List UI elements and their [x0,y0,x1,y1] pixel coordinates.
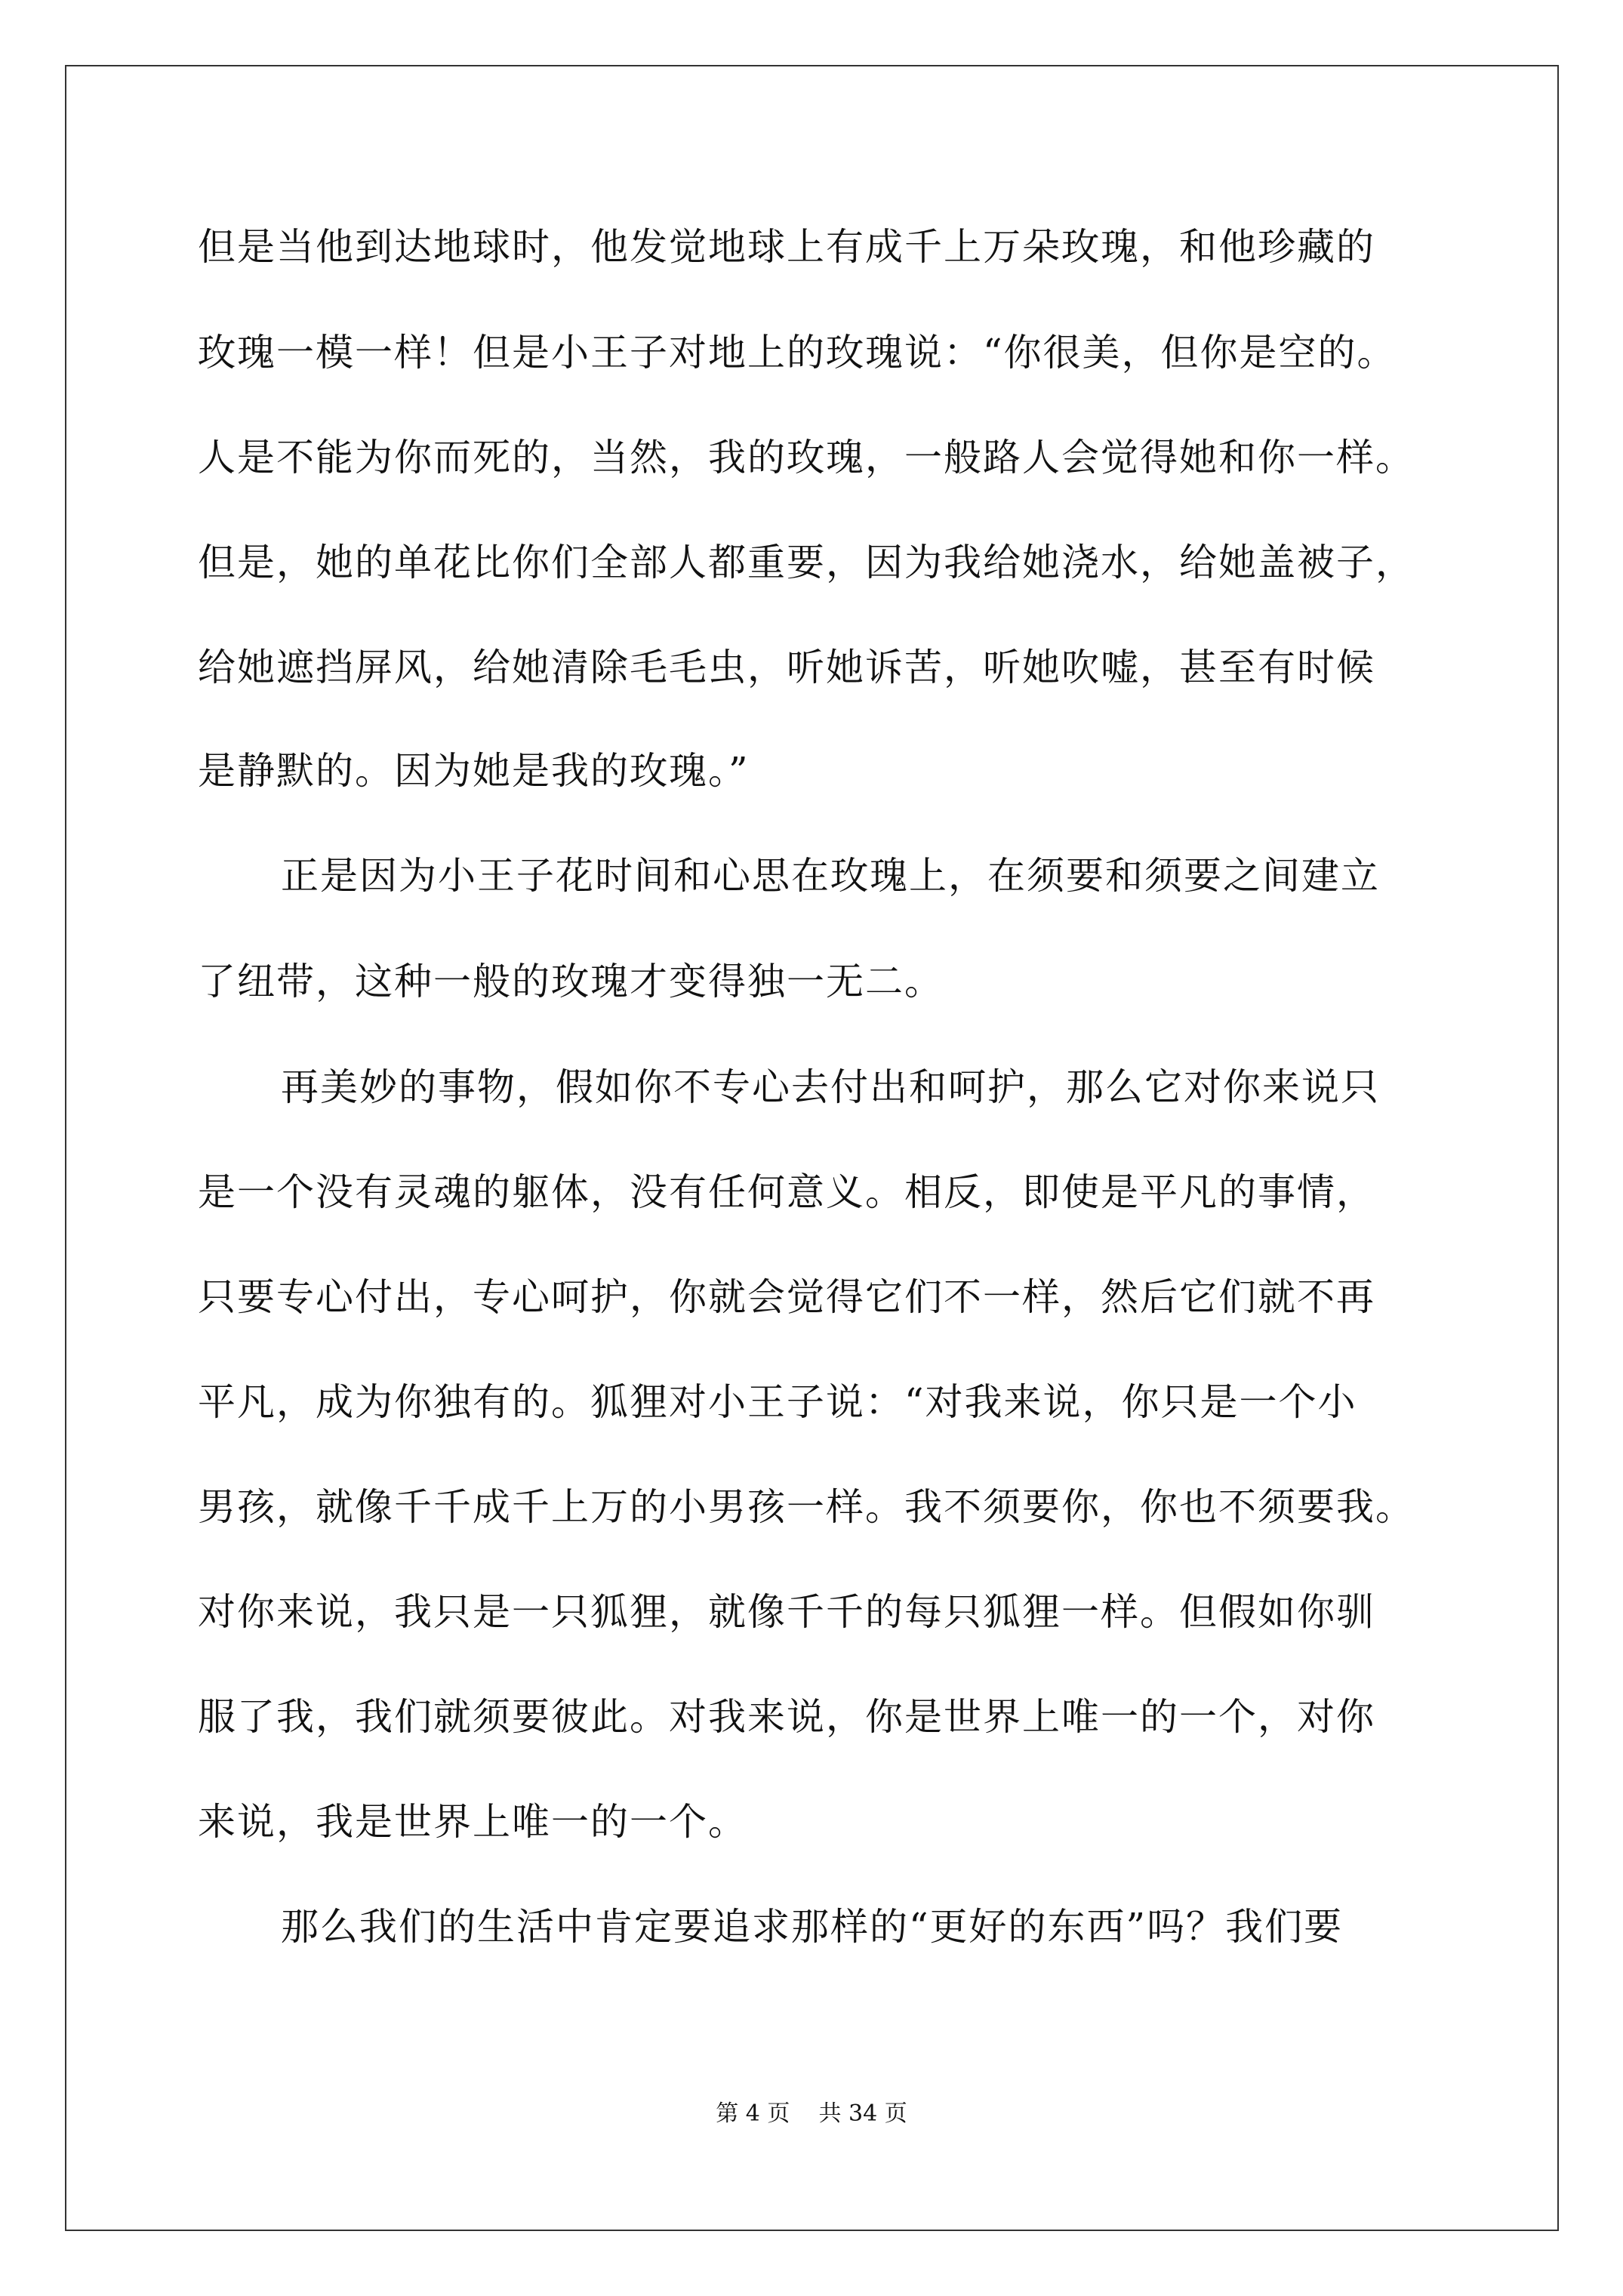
text-line: 平凡，成为你独有的。狐狸对小王子说：“对我来说，你只是一个小 [198,1380,1357,1424]
text-line: 来说，我是世界上唯一的一个。 [198,1800,747,1844]
paragraph-first-line: 那么我们的生活中肯定要追求那样的“更好的东西”吗？我们要 [281,1905,1344,1949]
text-line: 但是，她的单花比你们全部人都重要，因为我给她浇水，给她盖被子， [198,541,1415,584]
text-line: 是一个没有灵魂的躯体，没有任何意义。相反，即使是平凡的事情， [198,1170,1375,1214]
page-footer: 第 4 页 共 34 页 [716,2100,907,2127]
text-line: 是静默的。因为她是我的玫瑰。” [198,749,750,793]
text-line: 对你来说，我只是一只狐狸，就像千千的每只狐狸一样。但假如你驯 [198,1590,1375,1634]
text-line: 只要专心付出，专心呵护，你就会觉得它们不一样，然后它们就不再 [198,1275,1375,1319]
text-line: 但是当他到达地球时，他发觉地球上有成千上万朵玫瑰，和他珍藏的 [198,225,1375,269]
text-line: 给她遮挡屏风，给她清除毛毛虫，听她诉苦，听她吹嘘，甚至有时候 [198,646,1375,689]
paragraph-first-line: 再美妙的事物，假如你不专心去付出和呵护，那么它对你来说只 [281,1065,1380,1109]
text-line: 玫瑰一模一样！但是小王子对地上的玫瑰说：“你很美，但你是空的。 [198,331,1397,374]
text-line: 了纽带，这种一般的玫瑰才变得独一无二。 [198,960,944,1003]
paragraph-first-line: 正是因为小王子花时间和心思在玫瑰上，在须要和须要之间建立 [281,854,1380,898]
text-line: 男孩，就像千千成千上万的小男孩一样。我不须要你，你也不须要我。 [198,1485,1415,1529]
text-line: 人是不能为你而死的，当然，我的玫瑰，一般路人会觉得她和你一样。 [198,436,1415,479]
text-line: 服了我，我们就须要彼此。对我来说，你是世界上唯一的一个，对你 [198,1695,1375,1739]
